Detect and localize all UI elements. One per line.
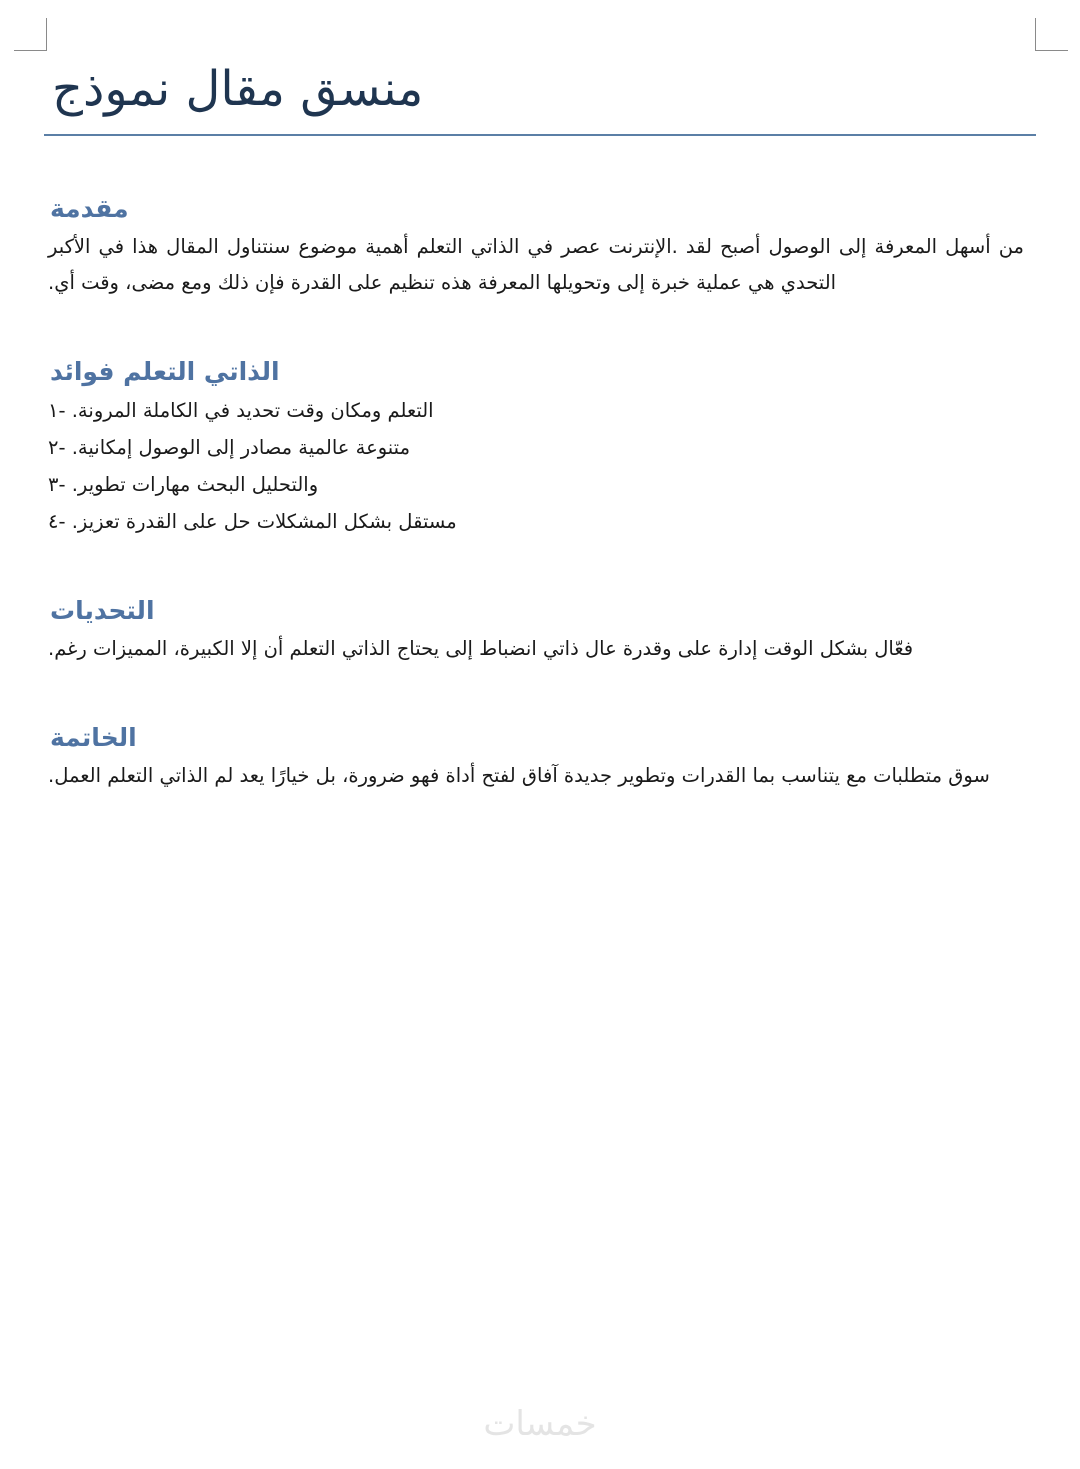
list-item-text: والتحليل البحث مهارات تطوير. <box>71 473 319 496</box>
crop-mark-top-right <box>1035 18 1068 51</box>
list-item[interactable] <box>44 466 1036 503</box>
section-paragraph[interactable]: سوق متطلبات مع يتناسب بما القدرات وتطوير جديدة آفاق لفتح أداة فهو ضرورة، بل خيارًا يعد لم الذاتي التعلم العمل. <box>48 764 990 787</box>
list-item[interactable] <box>44 392 1036 429</box>
document-page <box>44 40 1036 794</box>
section-paragraph[interactable]: من أسهل المعرفة إلى الوصول أصبح لقد .الإنترنت عصر في الذاتي التعلم أهمية موضوع سنتناول المقال هذا في الأكبر التحدي هي عملية خبرة إلى وتحويلها المعرفة هذه تنظيم على القدرة فإن ذلك ومع مضى، وقت أي. <box>48 235 1024 294</box>
section-conclusion <box>44 723 1036 794</box>
watermark-logo: خمسات <box>483 1404 597 1444</box>
list-item-number: ١- <box>48 399 66 422</box>
list-item-number: ٤- <box>48 510 66 533</box>
section-heading[interactable]: الخاتمة <box>50 723 137 752</box>
section-heading[interactable]: التحديات <box>50 596 155 625</box>
list-item[interactable] <box>44 503 1036 540</box>
list-item-number: ٣- <box>48 473 66 496</box>
list-item-text: متنوعة عالمية مصادر إلى الوصول إمكانية. <box>71 436 411 459</box>
section-introduction <box>44 194 1036 301</box>
section-paragraph[interactable]: فعّال بشكل الوقت إدارة على وقدرة عال ذاتي انضباط إلى يحتاج الذاتي التعلم أن إلا الكبيرة، المميزات رغم. <box>48 637 914 660</box>
document-title[interactable]: منسق مقال نموذج <box>44 40 1036 136</box>
section-heading[interactable]: الذاتي التعلم فوائد <box>50 357 280 386</box>
list-item[interactable] <box>44 429 1036 466</box>
benefits-list <box>44 392 1036 540</box>
section-challenges <box>44 596 1036 667</box>
section-heading[interactable]: مقدمة <box>50 194 129 223</box>
list-item-text: مستقل بشكل المشكلات حل على القدرة تعزيز. <box>71 510 457 533</box>
section-benefits <box>44 357 1036 540</box>
list-item-number: ٢- <box>48 436 66 459</box>
list-item-text: التعلم ومكان وقت تحديد في الكاملة المرونة. <box>71 399 434 422</box>
crop-mark-top-left <box>14 18 47 51</box>
